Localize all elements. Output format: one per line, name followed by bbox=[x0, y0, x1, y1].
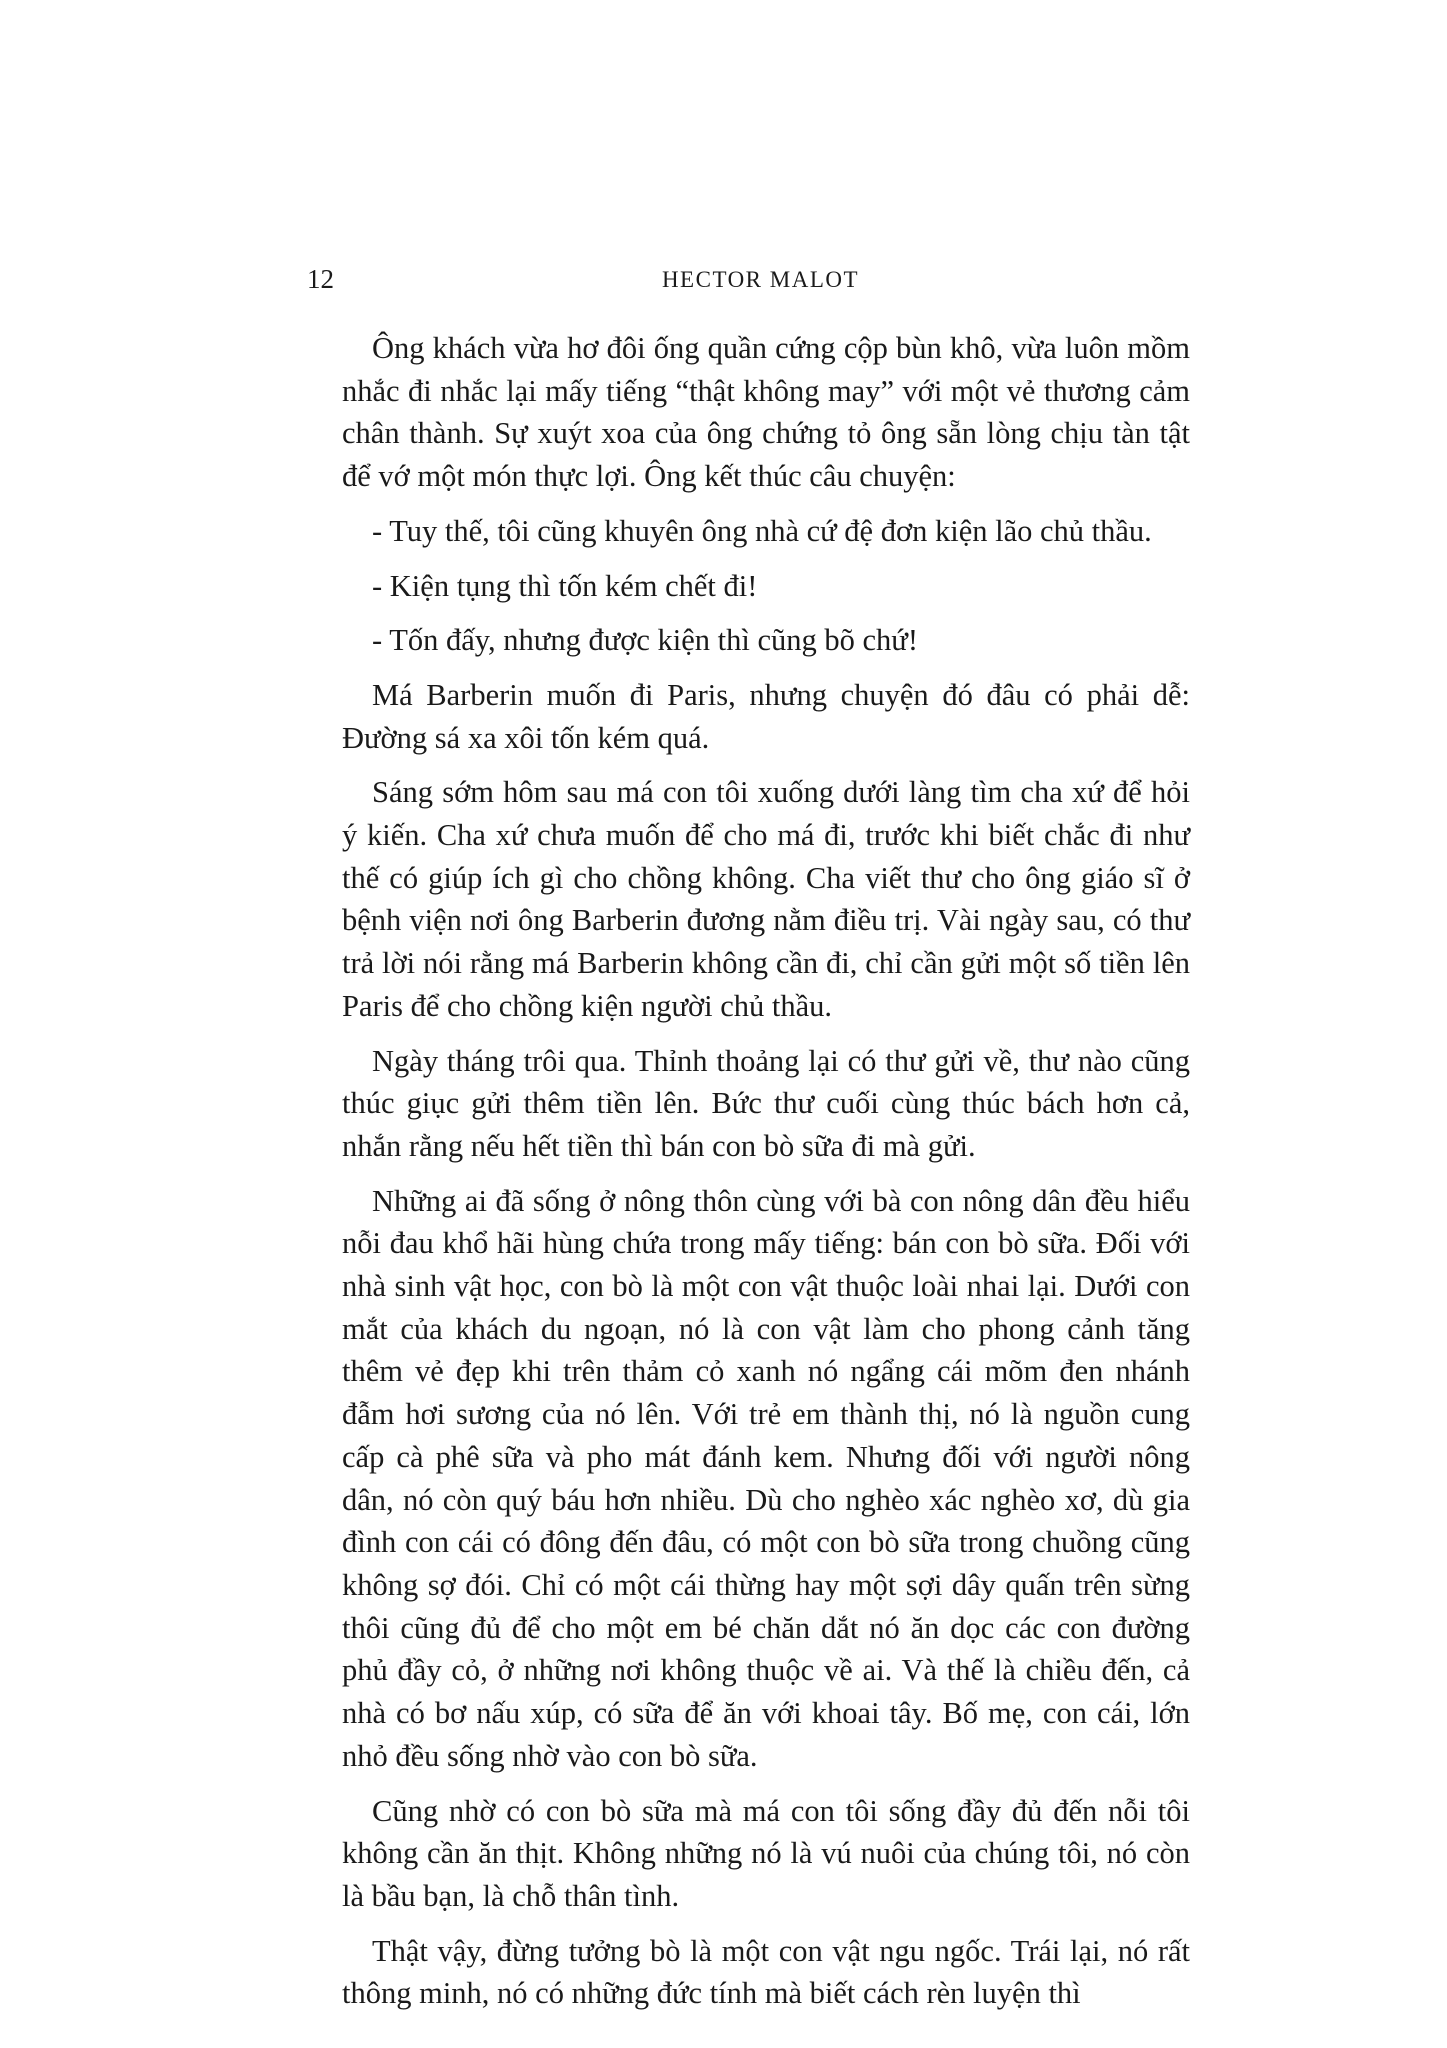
page-number: 12 bbox=[307, 264, 334, 294]
paragraph: Thật vậy, đừng tưởng bò là một con vật ngu ngốc. Trái lại, nó rất thông minh, nó có những đức tính mà biết cách rèn luyện thì bbox=[342, 1933, 1190, 2011]
dialogue-line: - Tuy thế, tôi cũng khuyên ông nhà cứ đệ đơn kiện lão chủ thầu. bbox=[372, 513, 1152, 548]
paragraph: Sáng sớm hôm sau má con tôi xuống dưới làng tìm cha xứ để hỏi ý kiến. Cha xứ chưa muốn để cho má đi, trước khi biết chắc đi như thế có giúp ích gì cho chồng không. Cha viết thư cho ông giáo sĩ ở bệnh viện nơi ông Barberin đương nằm điều trị. Vài ngày sau, có thư trả lời nói rằng má Barberin không cần đi, chỉ cần gửi một số tiền lên Paris để cho chồng kiện người chủ thầu. bbox=[342, 775, 1190, 1023]
dialogue-line: - Kiện tụng thì tốn kém chết đi! bbox=[372, 568, 758, 603]
dialogue-line: - Tốn đấy, nhưng được kiện thì cũng bõ chứ! bbox=[372, 623, 918, 658]
paragraph: Cũng nhờ có con bò sữa mà má con tôi sống đầy đủ đến nỗi tôi không cần ăn thịt. Không những nó là vú nuôi của chúng tôi, nó còn là bầu bạn, là chỗ thân tình. bbox=[342, 1793, 1190, 1913]
paragraph: Những ai đã sống ở nông thôn cùng với bà con nông dân đều hiểu nỗi đau khổ hãi hùng chứa trong mấy tiếng: bán con bò sữa. Đối với nhà sinh vật học, con bò là một con vật thuộc loài nhai lại. Dưới con mắt của khách du ngoạn, nó là con vật làm cho phong cảnh tăng thêm vẻ đẹp khi trên thảm cỏ xanh nó ngẩng cái mõm đen nhánh đẫm hơi sương của nó lên. Với trẻ em thành thị, nó là nguồn cung cấp cà phê sữa và pho mát đánh kem. Nhưng đối với người nông dân, nó còn quý báu hơn nhiều. Dù cho nghèo xác nghèo xơ, dù gia đình con cái có đông đến đâu, có một con bò sữa trong chuồng cũng không sợ đói. Chỉ có một cái thừng hay một sợi dây quấn trên sừng thôi cũng đủ để cho một em bé chăn dắt nó ăn dọc các con đường phủ đầy cỏ, ở những nơi không thuộc về ai. Và thế là chiều đến, cả nhà có bơ nấu xúp, có sữa để ăn với khoai tây. Bố mẹ, con cái, lớn nhỏ đều sống nhờ vào con bò sữa. bbox=[342, 1183, 1190, 1773]
page-body bbox=[342, 327, 1190, 2027]
paragraph: Ông khách vừa hơ đôi ống quần cứng cộp bùn khô, vừa luôn mồm nhắc đi nhắc lại mấy tiếng “thật không may” với một vẻ thương cảm chân thành. Sự xuýt xoa của ông chứng tỏ ông sẵn lòng chịu tàn tật để vớ một món thực lợi. Ông kết thúc câu chuyện: bbox=[342, 331, 1190, 494]
paragraph: Ngày tháng trôi qua. Thỉnh thoảng lại có thư gửi về, thư nào cũng thúc giục gửi thêm tiền lên. Bức thư cuối cùng thúc bách hơn cả, nhắn rằng nếu hết tiền thì bán con bò sữa đi mà gửi. bbox=[342, 1043, 1190, 1163]
running-head: HECTOR MALOT bbox=[661, 267, 860, 292]
paragraph: Má Barberin muốn đi Paris, nhưng chuyện đó đâu có phải dễ: Đường sá xa xôi tốn kém quá. bbox=[342, 677, 1190, 755]
